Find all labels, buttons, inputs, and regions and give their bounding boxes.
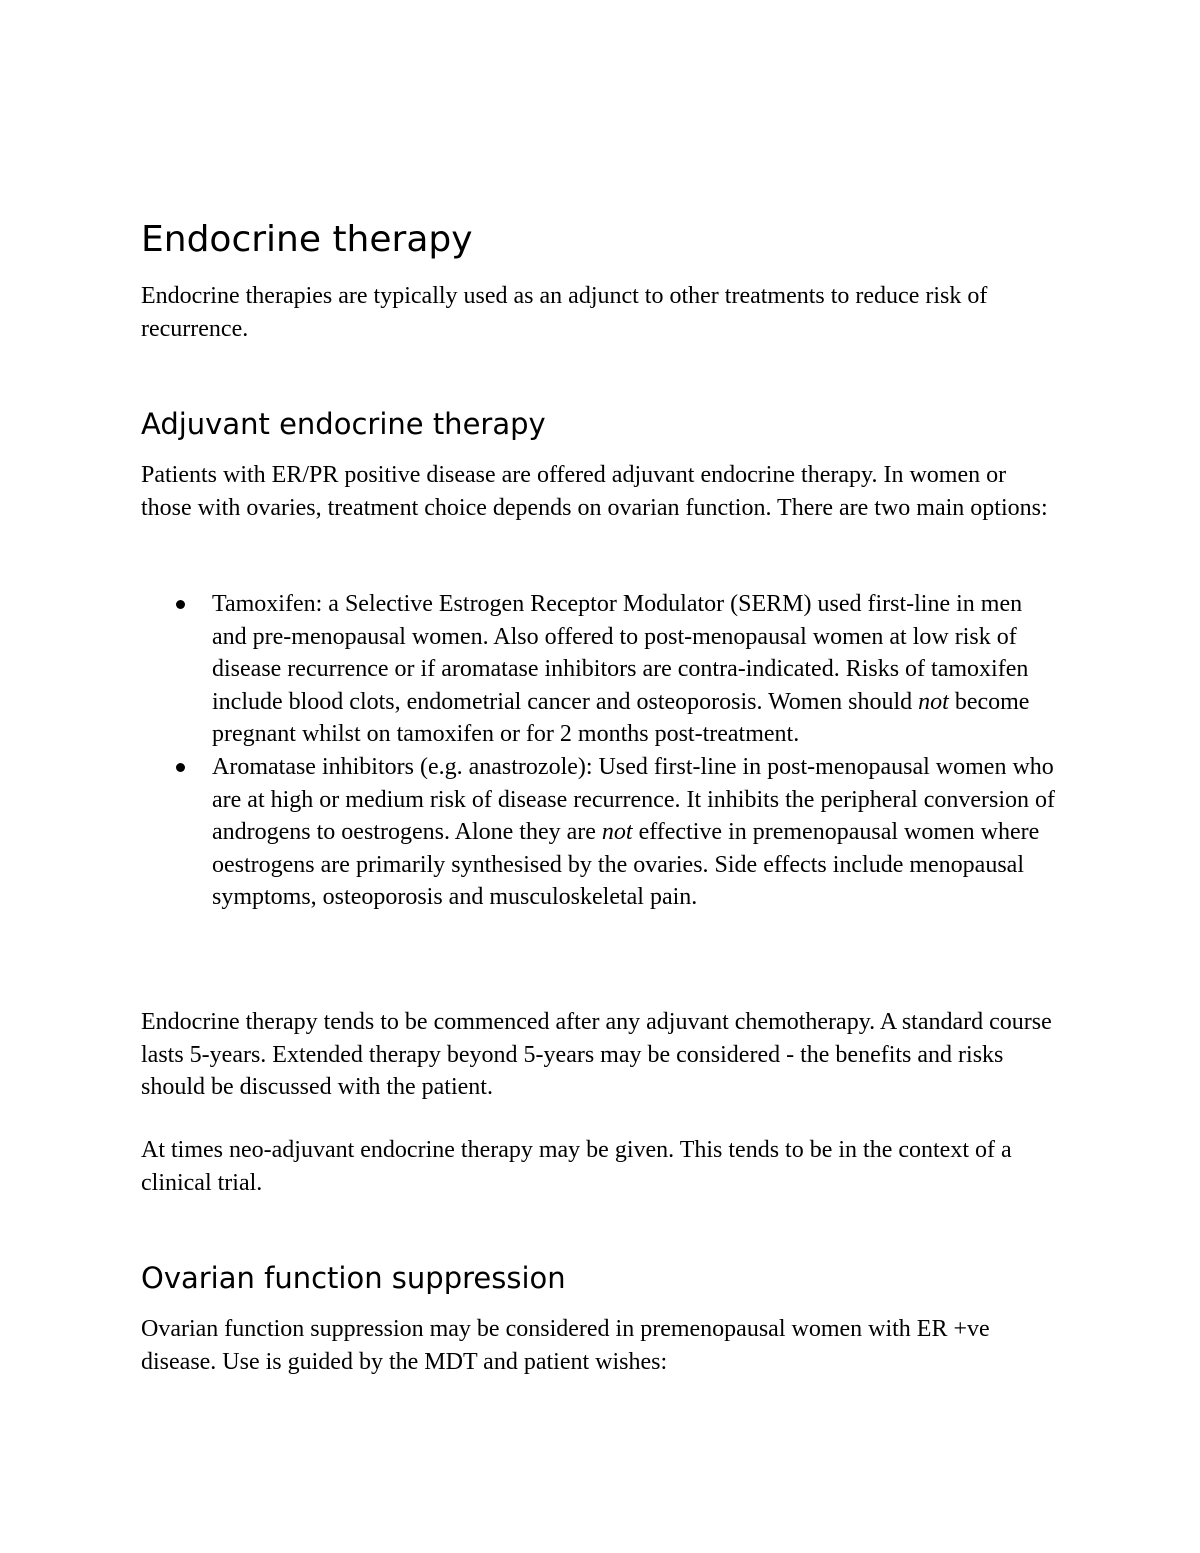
bullet-icon (176, 600, 185, 609)
list-item-tamoxifen (141, 588, 1061, 751)
tamoxifen-text-end: become pregnant whilst on tamoxifen or for 2 months post-treatment. (212, 688, 1030, 748)
aromatase-text-end: effective in premenopausal women where oestrogens are primarily synthesised by the ovaries. Side effects include menopausal symptoms, osteoporosis and musculoskeletal pain. (212, 819, 1040, 911)
tamoxifen-emphasis: not (918, 688, 949, 715)
neo-adjuvant-paragraph: At times neo-adjuvant endocrine therapy may be given. This tends to be in the context of a clinical trial. (141, 1137, 1012, 1196)
list-item-aromatase-inhibitors (141, 751, 1061, 914)
after-chemo-paragraph: Endocrine therapy tends to be commenced after any adjuvant chemotherapy. A standard course lasts 5-years. Extended therapy beyond 5-years may be considered - the benefits and risks should be discussed with the patient. (141, 1009, 1052, 1101)
page-title: Endocrine therapy (141, 219, 473, 260)
section-heading-ovarian: Ovarian function suppression (141, 1261, 566, 1295)
section-heading-adjuvant: Adjuvant endocrine therapy (141, 407, 546, 441)
intro-paragraph: Endocrine therapies are typically used as an adjunct to other treatments to reduce risk of recurrence. (141, 283, 988, 342)
aromatase-text: Aromatase inhibitors (e.g. anastrozole): Used first-line in post-menopausal women who are at high or medium risk of disease recurrence. It inhibits the peripheral conversion of androgens to oestrogens. Alone they are (212, 753, 1056, 846)
ovarian-intro-paragraph: Ovarian function suppression may be considered in premenopausal women with ER +ve disease. Use is guided by the MDT and patient wishes: (141, 1316, 990, 1375)
adjuvant-intro-paragraph: Patients with ER/PR positive disease are offered adjuvant endocrine therapy. In women or those with ovaries, treatment choice depends on ovarian function. There are two main options: (141, 462, 1048, 521)
tamoxifen-text: Tamoxifen: a Selective Estrogen Receptor Modulator (SERM) used first-line in men and pre-menopausal women. Also offered to post-menopausal women at low risk of disease recurrence or if aromatase inhibitors are contra-indicated. Risks of tamoxifen include blood clots, endometrial cancer and osteoporosis. Women should (212, 591, 1029, 715)
bullet-icon (176, 763, 185, 772)
aromatase-emphasis: not (601, 819, 633, 846)
treatment-options-list (141, 588, 1061, 914)
